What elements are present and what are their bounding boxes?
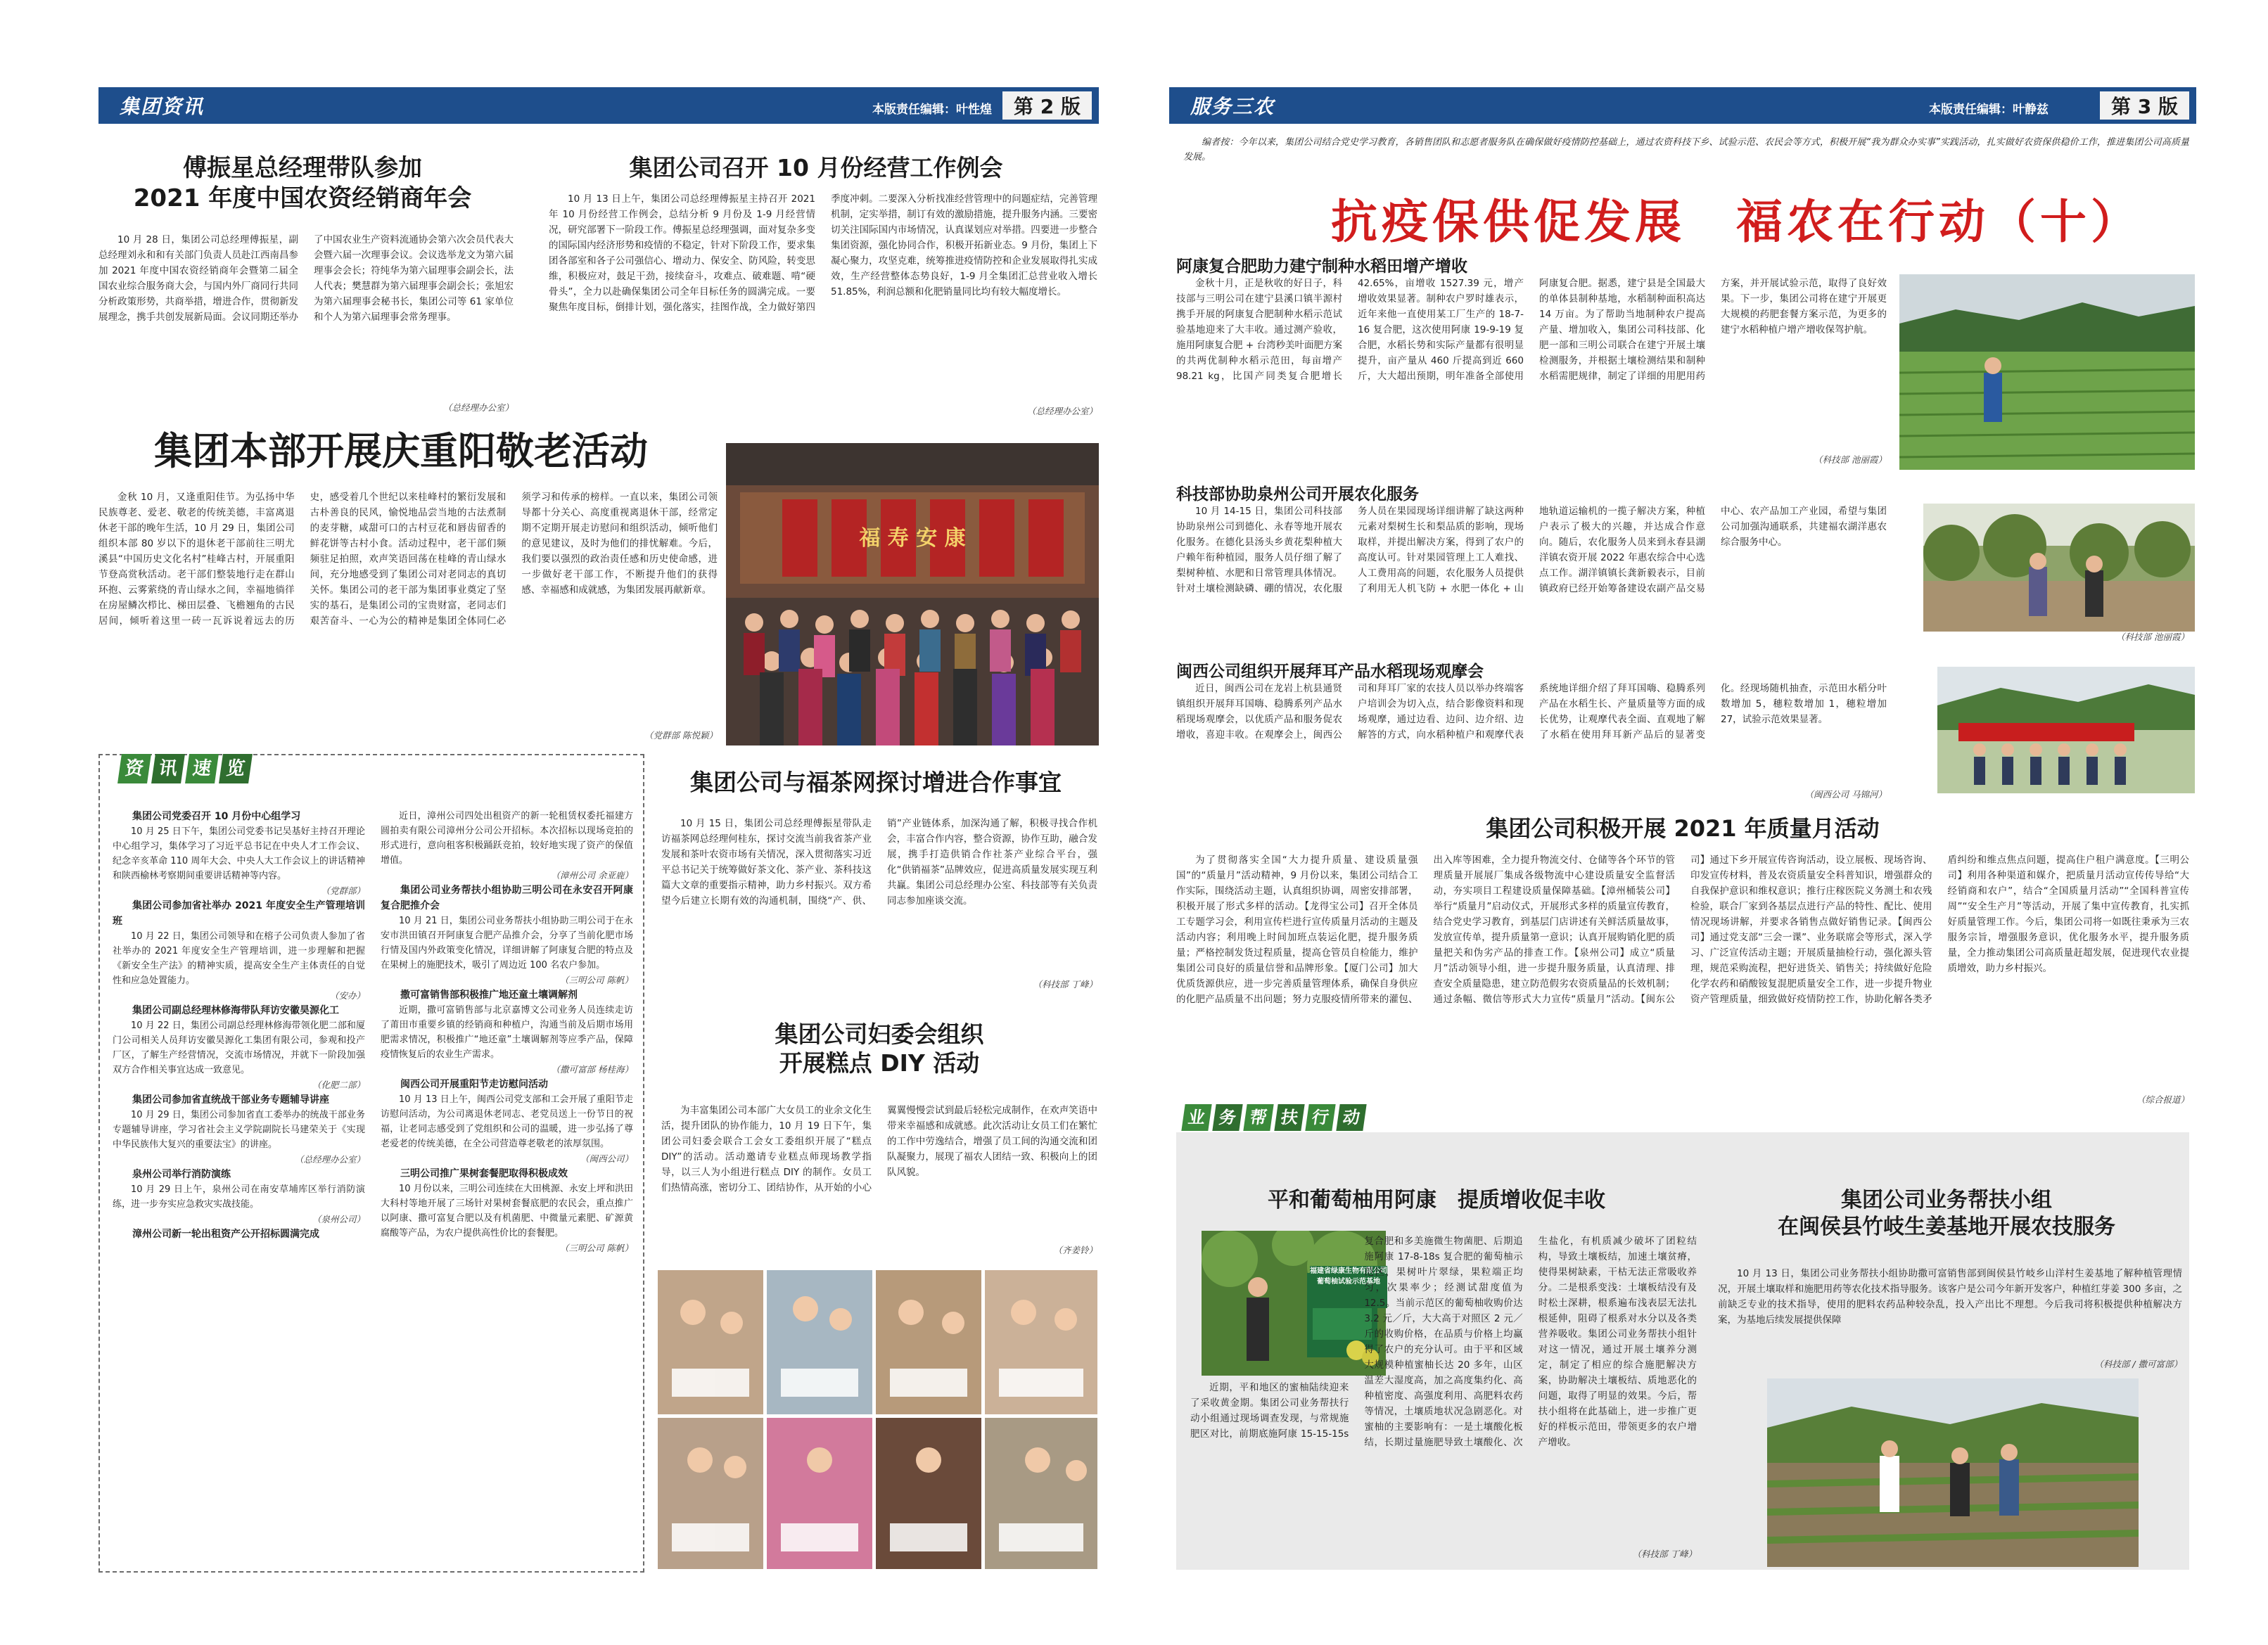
briefs-tag-char: 览 [219, 754, 253, 783]
r6-title: 集团公司业务帮扶小组 在闽侯县竹岐生姜基地开展农技服务 [1778, 1188, 2115, 1239]
briefs-content [113, 809, 633, 1563]
r3-byline: （闽西公司 马锦河） [1804, 789, 1887, 800]
r4-title: 集团公司积极开展 2021 年质量月活动 [1486, 815, 1880, 842]
help-tag-char: 帮 [1243, 1104, 1273, 1131]
art3-title: 集团本部开展庆重阳敬老活动 [154, 429, 648, 473]
art2-title: 集团公司召开 10 月份经营工作例会 [629, 154, 1003, 181]
r3-title: 闽西公司组织开展拜耳产品水稻现场观摩会 [1176, 663, 1484, 681]
briefs-section-tag [120, 754, 250, 783]
art2-byline: （总经理办公室） [1026, 406, 1097, 416]
main-headline: 抗疫保供促发展 福农在行动（十） [1331, 195, 2141, 249]
r1-byline: （科技部 池丽霞） [1814, 454, 1887, 465]
rice-meeting-photo [1937, 667, 2195, 793]
right-header-bar [1169, 87, 2196, 124]
r2-byline: （科技部 池丽霞） [2116, 632, 2189, 642]
right-page-number: 第 3 版 [2100, 91, 2189, 120]
group-photo-elders [726, 443, 1099, 745]
briefs-tag-char: 讯 [151, 754, 185, 783]
help-tag-char: 务 [1212, 1104, 1242, 1131]
brief-item: 三明公司推广果树套餐肥取得积极成效 10 月份以来，三明公司连续在大田桃源、永安上坪和洪田大科村等地开展了三场针对果树套餐底肥的农民会，重点推广以阿康、撒可富复合肥以及有机菌肥、中微量元素肥、矿源黄腐酸等产品，为农户提供高性价比的套餐肥。 （三明公司 陈帆） [381, 1168, 633, 1253]
brief-item: 泉州公司举行消防演练 10 月 29 日上午，泉州公司在南安草埔库区举行消防演练，进一步夯实应急救灾实战技能。 （泉州公司） [113, 1169, 365, 1224]
help-tag-char: 业 [1181, 1104, 1211, 1131]
left-editor: 本版责任编辑：叶性煌 [872, 103, 992, 117]
r5-title: 平和葡萄柚用阿康 提质增收促丰收 [1268, 1188, 1605, 1212]
help-section-tag [1183, 1104, 1365, 1131]
brief-item: 集团公司党委召开 10 月份中心组学习 10 月 25 日下午，集团公司党委书记吴基好主持召开理论中心组学习，集体学习了习近平总书记在中央人才工作会议、纪念辛亥革命 110 周年大会、中央人大工作会议上的讲话精神和陕西榆林考察期间重要讲话精神等内容。 （党群部） [113, 811, 365, 896]
orchard-photo [1923, 504, 2195, 632]
art1-body: 10 月 28 日，集团公司总经理傅振星，副总经理刘永和和有关部门负责人员赴江西南昌参加 2021 年度中国农资经销商年会暨第二届全国农业综合服务商大会，与国内外厂商同行共同分析政策形势，共商举措，增进合作，贯彻新发展理念，携手共创发展新局面。会议同期还举办了中国农业生产资料流通协会第六次会员代表大会暨六届一次理事会议。会议选举龙文为第六届理事会会长；符纯华为第六届理事会副会长，法人代表；樊慧群为第六届理事会副会长；张旭宏为第六届理事会秘书长，集团公司等 61 家单位和个人为第六届理事会常务理事。 [98, 234, 514, 323]
r5-body: 近期，平和地区的蜜柚陆续迎来了采收黄金期。集团公司业务帮扶行动小组通过现场调查发现，与常规施肥区对比，前期底施阿康 15-15-15s 复合肥和多美施微生物菌肥、后期追施阿康 17-8-18s 复合肥的葡萄柚示范区，果树叶片翠绿，果粒端正均匀，次果率少；经测试甜度值为 12.5。当前示范区的葡萄柚收购价达 3.2 元／斤，大大高于对照区 2 元／斤的收购价格，在品质与价格上均赢得了农户的充分认可。由于平和区域大规模种植蜜柚长达 20 多年，山区温差大湿度高，加之高度集约化、高种植密度、高强度利用、高肥料农药等情况，土壤质地状况急剧恶化。对蜜柚的主要影响有：一是土壤酸化板结，长期过量施肥导致土壤酸化、次生盐化，有机质减少破坏了团粒结构，导致土壤板结，加速土壤贫瘠，使得果树缺素，干枯无法正常吸收养分。二是根系变浅：土壤板结没有及时松土深耕，根系遍布浅表层无法扎根延伸，阻碍了根系对水分以及各类营养吸收。集团公司业务帮扶小组针对这一情况，通过开展土壤养分测定，制定了相应的综合施肥解决方案，协助解决土壤板结、质地恶化的问题，取得了明显的效果。今后，帮扶小组将在此基础上，进一步推广更好的样板示范田，带领更多的农户增产增收。 [1190, 1234, 1697, 1564]
rice-field-photo [1899, 274, 2195, 470]
brief-item: 集团公司业务帮扶小组协助三明公司在永安召开阿康复合肥推介会 10 月 21 日，集团公司业务帮扶小组协助三明公司于在永安市洪田镇召开阿康复合肥产品推介会，分享了当前化肥市场行情及国内外政策变化情况，详细讲解了阿康复合肥的特点及在果树上的施肥技术，吸引了周边近 100 名农户参加。 （三明公司 陈帆） [381, 885, 633, 985]
art5-byline: （齐姜铃） [1053, 1245, 1097, 1255]
r5-byline: （科技部 丁峰） [1632, 1549, 1697, 1559]
right-section-name: 服务三农 [1190, 95, 1275, 118]
brief-item: 漳州公司新一轮出租资产公开招标圆满完成 近日，漳州公司四处出租资产的新一轮租赁权委托福建方圆拍卖有限公司漳州分公司公开招标。本次招标以现场竞拍的形式进行，意向租客积极踊跃竞拍，较好地实现了资产的保值增值。 （漳州公司 余亚鹿） [132, 811, 633, 1240]
r4-byline: （综合报道） [2136, 1094, 2189, 1105]
art4-byline: （科技部 丁峰） [1033, 979, 1097, 990]
briefs-tag-char: 速 [185, 754, 219, 783]
art2-body: 10 月 13 日上午，集团公司总经理傅振星主持召开 2021 年 10 月份经营工作例会，总结分析 9 月份及 1-9 月经营情况，研究部署下一阶段工作。傅振星总经理强调，面对复杂多变的国际国内经济形势和疫情的不稳定，针对下阶段工作，要求集团各部室和各子公司强信心、增动力、保安全、防风险，转变思维，积极应对，鼓足干劲，接续奋斗，攻难点、破难题、啃“硬骨头”，全力以赴确保集团公司全年目标任务的圆满完成。一要聚焦年度目标，倒排计划，强化落实，挂图作战，全力做好第四季度冲刺。二要深入分析找准经营管理中的问题症结，完善管理机制，定实举措，制订有效的激励措施，提升服务内涵。三要密切关注国际国内市场情况，认真谋划应对举措。四要进一步整合集团资源，强化协同合作，积极开拓新业态。9 月份，集团上下凝心聚力，攻坚克难，统筹推进疫情防控和企业发展取得扎实成效，生产经营整体态势良好，1-9 月全集团汇总营业收入增长 51.85%，利润总额和化肥销量同比均有较大幅度增长。 [549, 193, 1097, 313]
help-tag-char: 动 [1336, 1104, 1366, 1131]
diy-photo-collage [658, 1270, 1097, 1569]
art5-body: 为丰富集团公司本部广大女员工的业余文化生活，提升团队的协作能力，10 月 19 日下午，集团公司妇委会联合工会女工委组织开展了“糕点 DIY”的活动。活动邀请专业糕点师现场教学指导，以三人为小组进行糕点 DIY 的制作。女员工们热情高涨，密切分工、团结协作，从开始的小心翼翼慢慢尝试到最后轻松完成制作，在欢声笑语中带来幸福感和成就感。此次活动让女员工们在繁忙的工作中劳逸结合，增强了员工间的沟通交流和团队凝聚力，展现了福农人团结一致、积极向上的团队风貌。 [661, 1105, 1097, 1193]
r2-title: 科技部协助泉州公司开展农化服务 [1176, 485, 1419, 504]
briefs-tag-char: 资 [117, 754, 151, 783]
photo-banner-text: 福 寿 安 康 [859, 526, 966, 551]
brief-item: 集团公司副总经理林修海带队拜访安徽昊源化工 10 月 22 日，集团公司副总经理林修海带领化肥二部和厦门公司相关人员拜访安徽昊源化工集团有限公司，参观和投产厂区，了解生产经营情况，交流市场情况，并就下一阶段加强双方合作相关事宜达成一致意见。 （化肥二部） [113, 1005, 365, 1090]
ginger-field-photo [1767, 1378, 2139, 1567]
brief-item: 集团公司参加省直统战干部业务专题辅导讲座 10 月 29 日，集团公司参加省直工委举办的统战干部业务专题辅导讲座，学习省社会主义学院副院长马建荣关于《实现中华民族伟大复兴的重要法宝》的讲座。 （总经理办公室） [113, 1094, 365, 1165]
brief-item: 撒可富销售部积极推广地还童土壤调解剂 近期，撒可富销售部与北京嘉博文公司业务人员连续走访了莆田市重要乡镇的经销商和种植户，沟通当前及后期市场用肥需求情况，积极推广“地还童”土壤调解剂等应季产品，保障疫情恢复后的农业生产需求。 （撒可富部 杨桂海） [381, 990, 633, 1075]
r6-byline: （科技部 / 撒可富部） [2094, 1359, 2182, 1369]
help-tag-char: 扶 [1274, 1104, 1304, 1131]
art4-body: 10 月 15 日，集团公司总经理傅振星带队走访福茶网总经理何桂东，探讨交流当前我省茶产业发展和茶叶农资市场有关情况，深入贯彻落实习近平总书记关于统筹做好茶文化、茶产业、茶科技这篇大文章的重要指示精神，助力乡村振兴。双方希望今后建立长期有效的沟通机制，围绕“产、供、销”产业链体系，加深沟通了解，积极寻找合作机会，丰富合作内容，整合资源，协作互助，融合发展，携手打造供销合作社茶产业综合平台，强化“供销福茶”品牌效应，促进高质量发展实现互利共赢。集团公司总经理办公室、科技部等有关负责同志参加座谈交流。 [661, 818, 1097, 907]
r5-photo-spacer [1190, 1234, 1349, 1380]
brief-item: 集团公司参加省社举办 2021 年度安全生产管理培训班 10 月 22 日，集团公司领导和在榕子公司负责人参加了省社举办的 2021 年度安全生产管理培训，进一步理解和把握《新安全生产法》的精神实质，提高安全生产主体责任的自觉性和应急处置能力。 （安办） [113, 900, 365, 1001]
r2-body: 10 月 14-15 日，集团公司科技部协助泉州公司到德化、永春等地开展农化服务。在德化县汤头乡黄花梨种植大户赖年衔种植园，服务人员仔细了解了梨树种植、水肥和日常管理具体情况。针对土壤检测缺磷、硼的情况，农化服务人员在果园现场详细讲解了缺这两种元素对梨树生长和梨品质的影响，现场取样，并提出解决方案，得到了农户的高度认可。针对果园管理上工人难找、人工费用高的问题，农化服务人员提供了利用无人机飞防 + 水肥一体化 + 山地轨道运输机的一揽子解决方案，种植户表示了极大的兴趣，并达成合作意向。随后，农化服务人员来到永春县湖洋镇农资开展 2022 年惠农综合中心选点工作。湖洋镇镇长龚新毅表示，目前镇政府已经开始筹备建设农副产品交易中心、农产品加工产业园，希望与集团公司加强沟通联系，共建福农湖洋惠农综合服务中心。 [1176, 506, 1887, 594]
left-header-bar [98, 87, 1099, 124]
art5-title: 集团公司妇委会组织 开展糕点 DIY 活动 [775, 1020, 984, 1077]
r6-body: 10 月 13 日，集团公司业务帮扶小组协助撒可富销售部到闽侯县竹岐乡山洋村生姜基地了解种植管理情况，开展土壤取样和施肥用药等农化技术指导服务。该客户是公司今年新开发客户，种植红芽姜 300 多亩，之前缺乏专业的技术指导，使用的肥料农药品种较杂乱，投入产出比不理想。今后我司将积极提供种植解决方案，为基地后续发展提供保障 [1718, 1268, 2182, 1326]
brief-item: 闽西公司开展重阳节走访慰问活动 10 月 13 日上午，闽西公司党支部和工会开展了重阳节走访慰问活动，为公司离退休老同志、老党员送上一份节日的祝福，让老同志感受到了党组织和公司的温暖，进一步弘扬了尊老爱老的传统美德，在全公司营造尊老敬老的浓厚氛围。 （闽西公司） [381, 1079, 633, 1164]
art1-byline: （总经理办公室） [442, 402, 514, 413]
r1-title: 阿康复合肥助力建宁制种水稻田增产增收 [1176, 257, 1467, 276]
art1-title: 傅振星总经理带队参加 2021 年度中国农资经销商年会 [133, 154, 472, 212]
art4-title: 集团公司与福茶网探讨增进合作事宜 [690, 769, 1062, 796]
editor-note: 编者按：今年以来，集团公司结合党史学习教育，各销售团队和志愿者服务队在确保做好疫情防控基础上，通过农资科技下乡、试验示范、农民会等方式，积极开展“我为群众办实事”实践活动，扎实做好农资保供稳价工作，推进集团公司高质量发展。 [1183, 137, 2189, 162]
r4-body: 为了贯彻落实全国“大力提升质量、建设质量强国”的“质量月”活动精神，9 月份以来，集团公司结合工作实际，围绕活动主题，认真组织协调，周密安排部署，积极开展了形式多样的活动。【龙得宝公司】召开全体员工专题学习会，利用宣传栏进行宣传质量月活动的主题及活动内容；利用晚上时间加班点装运化肥，提升服务质量；严格控制发货过程质量，提高仓管员自检能力，维护集团公司良好的质量信誉和品牌形象。【厦门公司】加大优质货源供应，进一步完善质量管理体系，确保自身供应的化肥产品质量不出问题；努力克服疫情所带来的灌包、出入库等困难，全力提升物流交付、仓储等各个环节的管理质量开展展厂集成各级物流中心建设质量安全监督活动，夯实项目工程建设质量保障基础。【漳州桶装公司】举行“质量月”启动仪式，开展形式多样的质量宣传教育，结合党史学习教育，到基层门店讲述有关鲜活质量故事，发放宣传单，提升质量第一意识；认真开展购销化肥的质量把关和伪劣产品的排查工作。【泉州公司】成立“质量月”活动领导小组，进一步提升服务质量，认真清理、排查安全质量隐患，建立防范假劣农资质量品的长效机制；通过条幅、微信等形式大力宣传“质量月”活动。【闽东公司】通过下乡开展宣传咨询活动，设立展板、现场咨询、印发宣传材料，普及农资质量安全科普知识，增强群众的自我保护意识和维权意识；推行庄稼医院义务测土和农残检验，联合厂家到各基层点进行产品的特性、配比、使用情况现场讲解，并要求各销售点做好销售记录。【闽西公司】通过党支部“三会一课”、业务联席会等形式，深入学习、广泛宣传活动主题；开展质量抽检行动，强化源头管理，规范采购流程，把好进货关、销售关；持续做好危险化学农药和硝酸铵复混肥质量安全工作，进一步提升物业资产管理质量，细致做好疫情防控工作，协助化解各类矛盾纠纷和维点焦点问题，提高住户租户满意度。【三明公司】利用各种渠道和媒介，把质量月活动宣传传导给“大经销商和农户”，结合“全国质量月活动”“全国科普宣传周”“安全生产月”等活动，开展了集中宣传教育，扎实抓好质量管理工作。今后，集团公司将一如既往秉承为三农服务宗旨，增强服务意识，优化服务水平，提升服务质量，全力推动集团公司高质量赶超发展，促进现代农业提质增效，助力乡村振兴。 [1176, 854, 2189, 1005]
help-tag-char: 行 [1305, 1104, 1335, 1131]
right-page [1134, 0, 2268, 1645]
art3-byline: （党群部 陈悦颖） [644, 730, 718, 741]
r3-body: 近日，闽西公司在龙岩上杭县通贤镇组织开展拜耳国嗨、稳腾系列产品水稻现场观摩会，以优质产品和服务促农增收，喜迎丰收。在观摩会上，闽西公司和拜耳厂家的农技人员以举办终端客户培训会为切入点，结合影像资料和现场观摩，通过边看、边问、边介绍、边解答的方式，向水稻种植户和观摩代表系统地详细介绍了拜耳国嗨、稳腾系列产品在水稻生长、产量质量等方面的成长优势，让观摩代表全面、直观地了解了水稻在使用拜耳新产品后的显著变化。经现场随机抽查，示范田水稻分叶数增加 5，穗粒数增加 1，穗粒增加 27，试验示范效果显著。 [1176, 683, 1887, 741]
left-section-name: 集团资讯 [120, 95, 205, 118]
right-editor: 本版责任编辑：叶静兹 [1929, 103, 2049, 117]
base-sign-caption: 福建省绿康生物有限公司 葡萄柚试验示范基地 [1310, 1266, 1387, 1308]
left-page-number: 第 2 版 [1002, 91, 1092, 120]
r1-body: 金秋十月，正是秋收的好日子，科技部与三明公司在建宁县溪口镇半源村携手开展的阿康复合肥制种水稻示范试验基地迎来了大丰收。通过测产验收，施用阿康复合肥 + 台湾秒美叶面肥方案的共两优制种水稻示范田，每亩增产 98.21 kg，比国产同类复合肥增长 42.65%，亩增收 1527.39 元，增产增收效果显著。制种农户罗时雄表示，近年来他一直使用某工厂生产的 18-7-16 复合肥，这次使用阿康 19-9-19 复合肥，水稻长势和实际产量都有很明显提升，亩产量从 460 斤提高到近 660 斤，大大超出预期，明年准备全部使用阿康复合肥。据悉，建宁县是全国最大的单体县制种基地，水稻制种面积高达 14 万亩。为了帮助当地制种农户提高产量、增加收入，集团公司科技部、化肥一部和三明公司联合在建宁开展土壤检测服务，并根据土壤检测结果和制种水稻需肥规律，制定了详细的用肥用药方案，并开展试验示范，取得了良好效果。下一步，集团公司将在建宁开展更大规模的药肥套餐方案示范，为更多的建宁水稻种植户增产增收保驾护航。 [1176, 278, 1887, 382]
art3-body: 金秋 10 月，又逢重阳佳节。为弘扬中华民族尊老、爱老、敬老的传统美德，丰富离退休老干部的晚年生活，10 月 29 日，集团公司组织本部 80 岁以下的退休老干部前往三明尤溪县“中国历史文化名村”桂峰古村，开展重阳节登高赏秋活动。老干部们整装地行走在群山环抱、云雾萦绕的青山绿水之间，幸福地徜徉在房屋鳞次栉比、梯田层叠、飞檐翘角的古民居间，倾听着这里一砖一瓦诉说着远去的历史，感受着几个世纪以来桂峰村的繁衍发展和古朴善良的民风，愉悦地品尝当地的古法煮制的麦芽糖，咸甜可口的古村豆花和唇齿留香的鲜花饼等古村小食。活动过程中，老干部们频频驻足拍照，欢声笑语回荡在桂峰的青山绿水间，充分地感受到了集团公司对老同志的真切关怀。集团公司的老干部为集团事业奠定了坚实的基石，是集团公司的宝贵财富，老同志们艰苦奋斗、一心为公的精神是集团全体同仁必须学习和传承的榜样。一直以来，集团公司领导都十分关心、高度重视离退休干部，经常定期不定期开展走访慰问和组织活动，倾听他们的意见建议，及时为他们的排忧解难。今后，我们要以强烈的政治责任感和历史使命感，进一步做好老干部工作，不断提升他们的获得感、幸福感和成就感，为集团发展再献新章。 [98, 492, 718, 627]
